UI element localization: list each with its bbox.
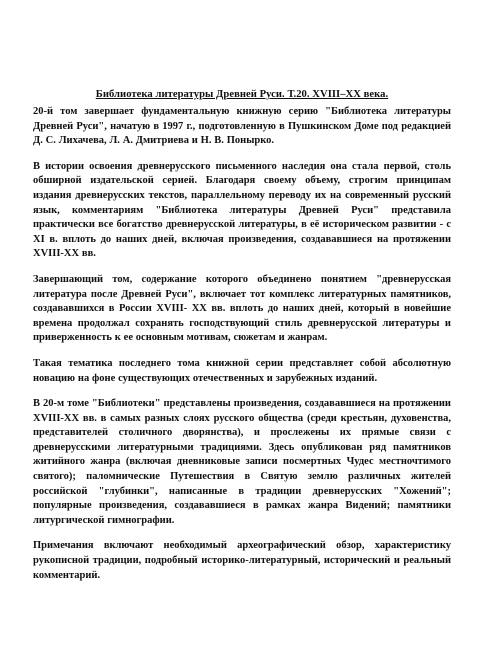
paragraph-final-volume: Завершающий том, содержание которого объединено понятием "древнерусская литература после Древней Руси", включает тот комплекс литературных памятников, создававшихся в России XVIII- XX вв. вплоть до наших дней, который в новейшие времена продолжал сохранять господствующий стиль древнерусской литературы и приверженность к ее основным мотивам, сюжетам и жанрам. xyxy=(33,273,451,344)
paragraph-contents: В 20-м томе "Библиотеки" представлены произведения, создававшиеся на протяжении XVIII-XX вв. в самых разных слоях русского общества (среди крестьян, духовенства, представителей столичного дворянства), и прослежены их прямые связи с древнерусскими литературными традициями. Здесь опубликован ряд памятников житийного жанра (включая дневниковые записи посмертных Чудес местночтимого святого); паломнические Путешествия в Святую землю различных жителей российской "глубинки", написанные в традиции древнерусских "Хожений"; популярные произведения, создававшиеся в рамках жанра Видений; памятники литургической гимнографии. xyxy=(33,398,451,526)
document-page xyxy=(33,88,451,594)
paragraph-novelty: Такая тематика последнего тома книжной серии представляет собой абсолютную новацию на фоне существующих отечественных и зарубежных изданий. xyxy=(33,357,451,384)
document-title: Библиотека литературы Древней Руси. Т.20. XVIII–XX века. xyxy=(95,89,389,100)
paragraph-intro: 20-й том завершает фундаментальную книжную серию "Библиотека литературы Древней Руси", начатую в 1997 г., подготовленную в Пушкинском Доме под редакцией Д. С. Лихачева, Л. А. Дмитриева и Н. В. Понырко. xyxy=(33,106,451,147)
paragraph-history: В истории освоения древнерусского письменного наследия она стала первой, столь обширной издательской серией. Благодаря своему объему, строгим принципам издания древнерусских текстов, параллельному переводу их на современный русский язык, комментариям "Библиотека литературы Древней Руси" представила практически все богатство древнерусской литературы, в её историческом развитии - с XI в. вплоть до наших дней, включая произведения, создававшиеся на протяжении XVIII-XX вв. xyxy=(33,160,451,260)
paragraph-notes: Примечания включают необходимый археографический обзор, характеристику рукописной традиции, подробный историко-литературный, исторический и реальный комментарий. xyxy=(33,540,451,581)
